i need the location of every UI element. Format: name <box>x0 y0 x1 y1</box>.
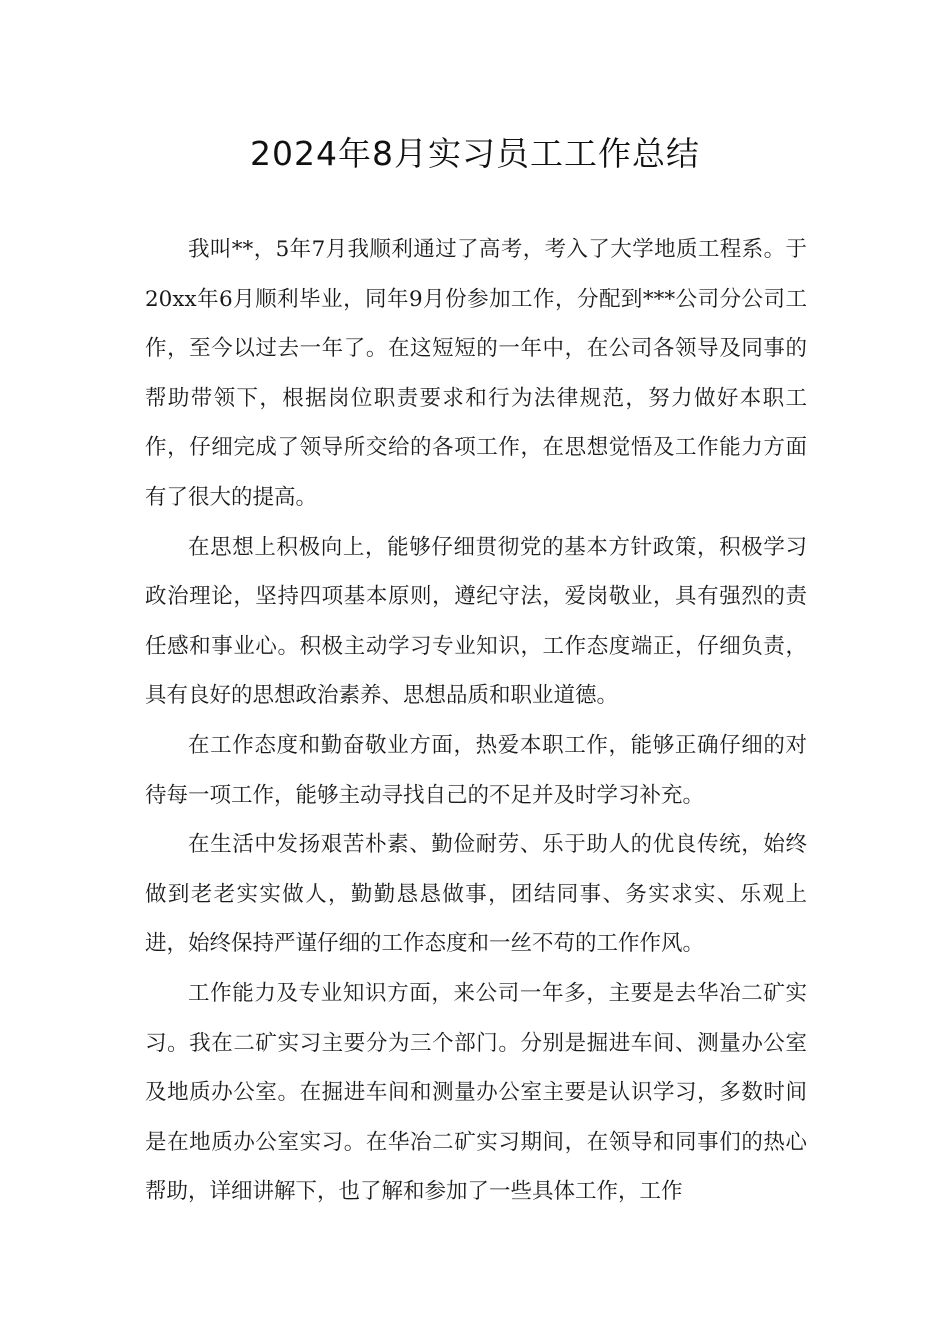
paragraph: 我叫**，5年7月我顺利通过了高考，考入了大学地质工程系。于20xx年6月顺利毕业，同年9月份参加工作，分配到***公司分公司工作，至今以过去一年了。在这短短的一年中，在公司各领导及同事的帮助带领下，根据岗位职责要求和行为法律规范，努力做好本职工作，仔细完成了领导所交给的各项工作，在思想觉悟及工作能力方面有了很大的提高。 <box>145 237 807 510</box>
paragraph: 在思想上积极向上，能够仔细贯彻党的基本方针政策，积极学习政治理论，坚持四项基本原则，遵纪守法，爱岗敬业，具有强烈的责任感和事业心。积极主动学习专业知识，工作态度端正，仔细负责，具有良好的思想政治素养、思想品质和职业道德。 <box>145 534 807 709</box>
paragraph: 在工作态度和勤奋敬业方面，热爱本职工作，能够正确仔细的对待每一项工作，能够主动寻找自己的不足并及时学习补充。 <box>145 732 807 808</box>
document-title: 2024年8月实习员工工作总结 <box>250 134 700 173</box>
paragraph: 工作能力及专业知识方面，来公司一年多，主要是去华冶二矿实习。我在二矿实习主要分为三个部门。分别是掘进车间、测量办公室及地质办公室。在掘进车间和测量办公室主要是认识学习，多数时间是在地质办公室实习。在华冶二矿实习期间，在领导和同事们的热心帮助，详细讲解下，也了解和参加了一些具体工作，工作 <box>145 980 807 1205</box>
document-body <box>145 225 807 1217</box>
paragraph: 在生活中发扬艰苦朴素、勤俭耐劳、乐于助人的优良传统，始终做到老老实实做人，勤勤恳恳做事，团结同事、务实求实、乐观上进，始终保持严谨仔细的工作态度和一丝不苟的工作作风。 <box>145 832 807 957</box>
